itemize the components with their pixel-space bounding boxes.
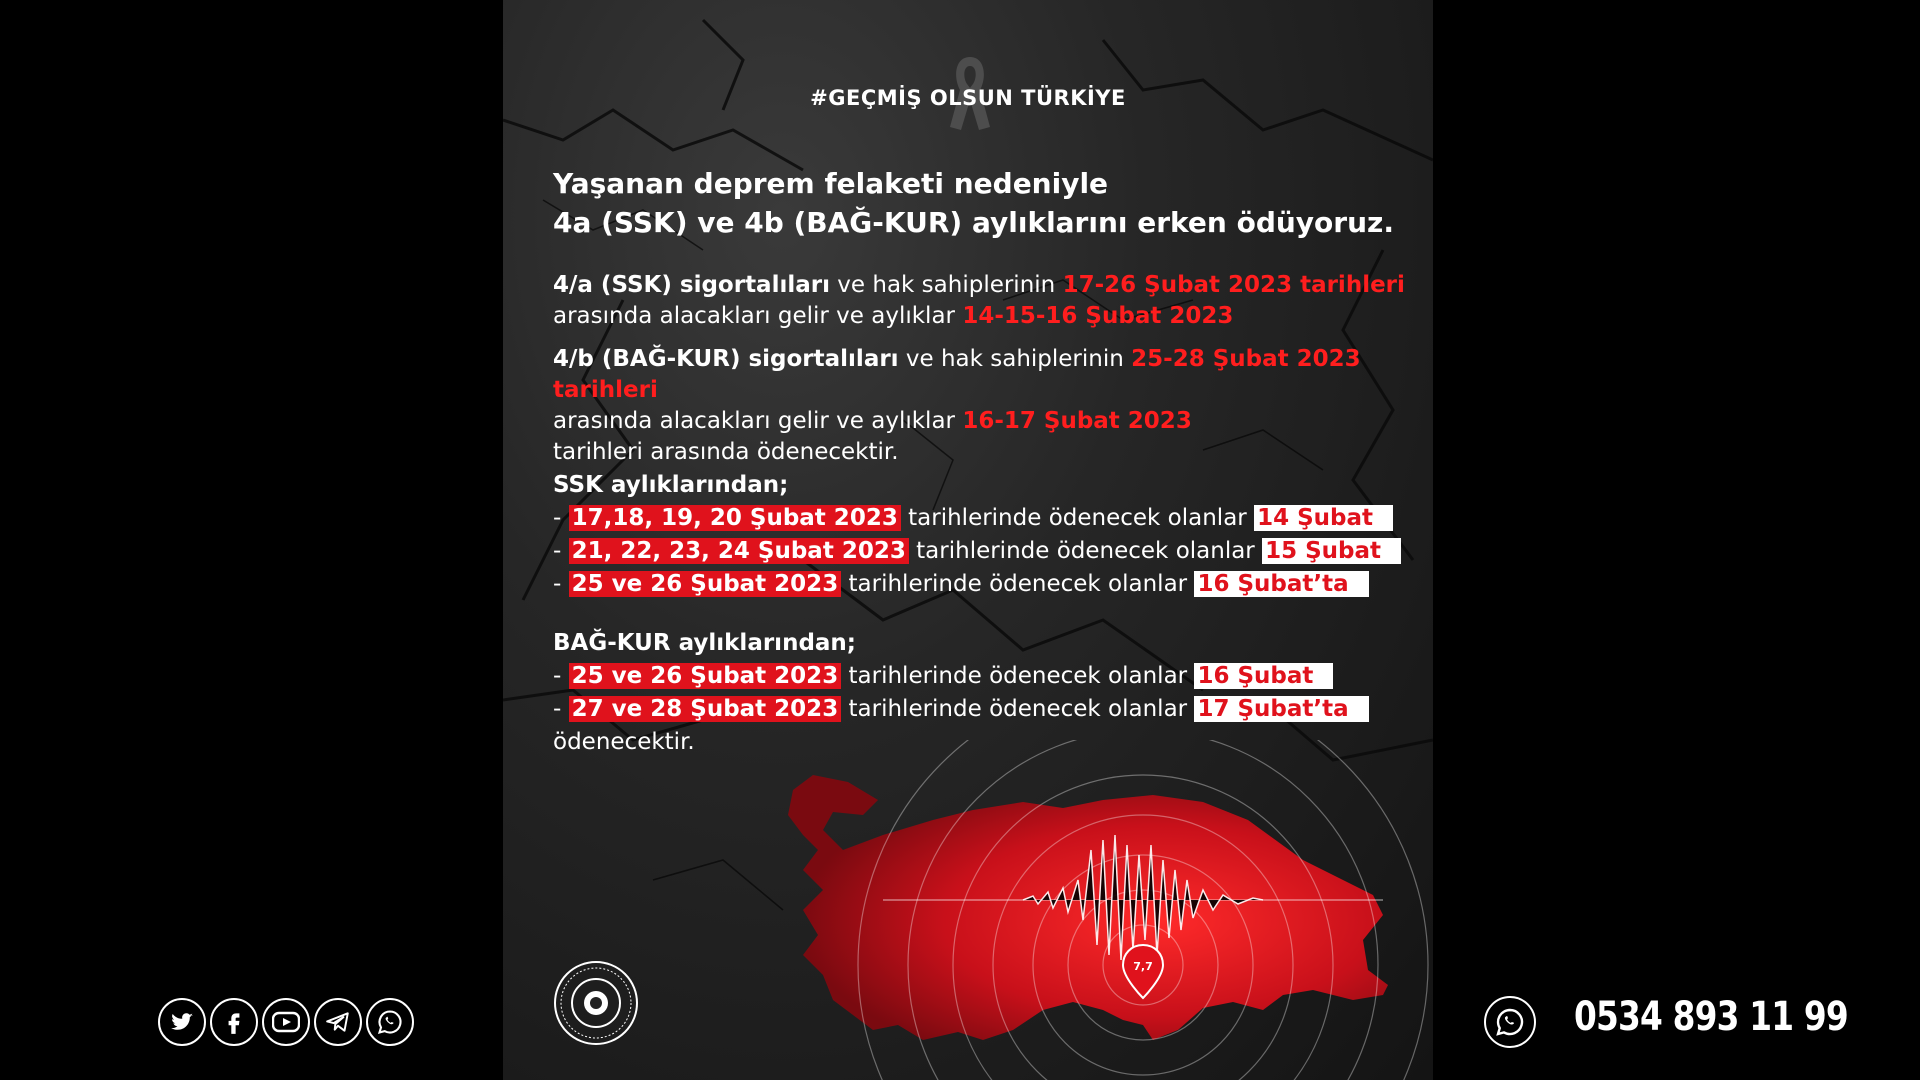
row-dash: - [553, 571, 569, 597]
magnitude-label: 7,7 [1133, 960, 1153, 973]
bagkur-footer: ödenecektir. [553, 729, 695, 755]
ssk-insured-label: 4/a (SSK) sigortalıları [553, 272, 830, 298]
row-dash: - [553, 663, 569, 689]
tagline: #GEÇMİŞ OLSUN TÜRKİYE [810, 86, 1126, 110]
headline [553, 164, 1403, 242]
headline-line-1: Yaşanan deprem felaketi nedeniyle [553, 167, 1109, 200]
ssk-paragraph [553, 270, 1413, 332]
ssk-schedule-title: SSK aylıklarından; [553, 472, 789, 498]
youtube-icon[interactable] [262, 998, 310, 1046]
row-pay-date: 14 Şubat [1254, 505, 1393, 531]
poster [503, 0, 1433, 1080]
ssk-pay-range: 14-15-16 Şubat 2023 [962, 303, 1234, 329]
whatsapp-contact-icon[interactable] [1484, 996, 1536, 1048]
twitter-icon[interactable] [158, 998, 206, 1046]
social-icons [158, 998, 418, 1046]
ministry-seal-icon [553, 960, 639, 1046]
row-text: tarihlerinde ödenecek olanlar [841, 663, 1195, 689]
row-dash: - [553, 696, 569, 722]
whatsapp-icon[interactable] [366, 998, 414, 1046]
row-dates: 27 ve 28 Şubat 2023 [569, 696, 842, 722]
bagkur-pay-range: 16-17 Şubat 2023 [962, 408, 1192, 434]
schedule-row [553, 535, 1413, 568]
turkey-seismic-map [503, 740, 1433, 1080]
row-text: tarihlerinde ödenecek olanlar [841, 696, 1195, 722]
schedule-row [553, 660, 1413, 693]
bagkur-text-2: arasında alacakları gelir ve aylıklar [553, 408, 963, 434]
bagkur-date-range: 25-28 Şubat 2023 tarihleri [553, 346, 1361, 403]
bagkur-text-3: tarihleri arasında ödenecektir. [553, 439, 899, 465]
phone-number[interactable]: 0534 893 11 99 [1574, 994, 1848, 1040]
ssk-date-range: 17-26 Şubat 2023 tarihleri [1062, 272, 1405, 298]
turkey-silhouette [788, 775, 1388, 1040]
row-pay-date: 16 Şubat [1194, 663, 1333, 689]
row-pay-date: 16 Şubat’ta [1194, 571, 1368, 597]
row-pay-date: 15 Şubat [1262, 538, 1401, 564]
row-text: tarihlerinde ödenecek olanlar [908, 538, 1263, 564]
row-dash: - [553, 505, 569, 531]
ssk-text-2: arasında alacakları gelir ve aylıklar [553, 303, 963, 329]
schedule-row [553, 693, 1413, 726]
row-dates: 25 ve 26 Şubat 2023 [569, 571, 842, 597]
schedule-row [553, 568, 1413, 601]
ssk-text-1: ve hak sahiplerinin [829, 272, 1063, 298]
row-dash: - [553, 538, 569, 564]
telegram-icon[interactable] [314, 998, 362, 1046]
bagkur-text-1: ve hak sahiplerinin [898, 346, 1132, 372]
row-pay-date: 17 Şubat’ta [1194, 696, 1368, 722]
bagkur-paragraph [553, 344, 1413, 468]
bagkur-schedule-title: BAĞ-KUR aylıklarından; [553, 630, 856, 656]
row-dates: 17,18, 19, 20 Şubat 2023 [569, 505, 901, 531]
bagkur-insured-label: 4/b (BAĞ-KUR) sigortalıları [553, 346, 899, 372]
row-dates: 21, 22, 23, 24 Şubat 2023 [569, 538, 909, 564]
headline-line-2: 4a (SSK) ve 4b (BAĞ-KUR) aylıklarını erken ödüyoruz. [553, 206, 1394, 239]
row-text: tarihlerinde ödenecek olanlar [841, 571, 1195, 597]
row-text: tarihlerinde ödenecek olanlar [900, 505, 1255, 531]
ssk-schedule [553, 469, 1413, 601]
schedule-row [553, 502, 1413, 535]
row-dates: 25 ve 26 Şubat 2023 [569, 663, 842, 689]
facebook-icon[interactable] [210, 998, 258, 1046]
